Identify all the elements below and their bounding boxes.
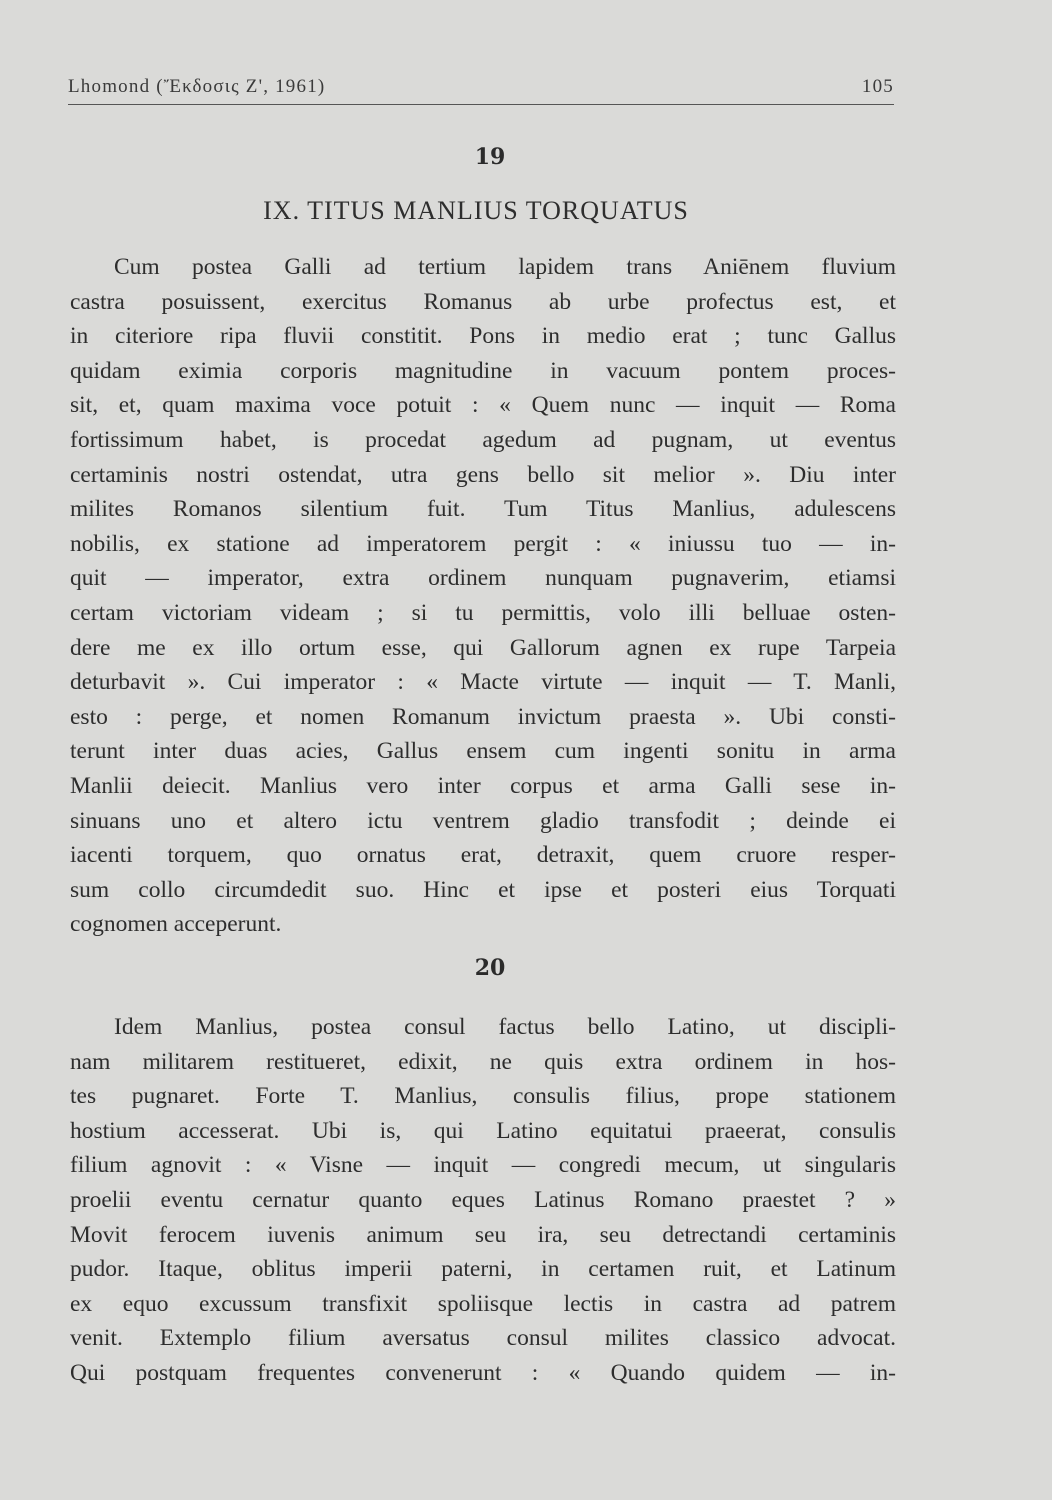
text-line: dere me ex illo ortum esse, qui Gallorum agnen ex rupe Tarpeia [70,634,896,661]
text-line: tes pugnaret. Forte T. Manlius, consulis filius, prope stationem [70,1083,896,1110]
text-line: Manlii deiecit. Manlius vero inter corpus et arma Galli sese in- [70,772,896,799]
text-line: pudor. Itaque, oblitus imperii paterni, in certamen ruit, et Latinum [70,1256,896,1283]
text-line: proelii eventu cernatur quanto eques Latinus Romano praestet ? » [70,1186,896,1213]
text-line: esto : perge, et nomen Romanum invictum praesta ». Ubi consti- [70,703,896,730]
text-line: Idem Manlius, postea consul factus bello Latino, ut discipli- [114,1014,896,1040]
text-line: venit. Extemplo filium aversatus consul milites classico advocat. [70,1325,896,1352]
running-header [68,74,894,105]
section-title: IX. TITUS MANLIUS TORQUATUS [263,196,689,225]
text-line: Cum postea Galli ad tertium lapidem trans Aniēnem fluvium [114,254,896,280]
text-line: hostium accesserat. Ubi is, qui Latino equitatui praeerat, consulis [70,1117,896,1144]
section-19-text [70,250,896,942]
section-number-19: 19 [474,144,506,170]
text-line: milites Romanos silentium fuit. Tum Titus Manlius, adulescens [70,496,896,523]
text-line: sit, et, quam maxima voce potuit : « Quem nunc — inquit — Roma [70,392,896,419]
text-line: deturbavit ». Cui imperator : « Macte virtute — inquit — T. Manli, [70,669,896,696]
text-line: iacenti torquem, quo ornatus erat, detraxit, quem cruore resper- [70,842,896,869]
text-line: Movit ferocem iuvenis animum seu ira, seu detrectandi certaminis [70,1221,896,1248]
section-number-20: 20 [474,955,506,981]
text-line: Qui postquam frequentes convenerunt : « Quando quidem — in- [70,1359,896,1386]
text-line: quidam eximia corporis magnitudine in vacuum pontem proces- [70,357,896,384]
text-line: nam militarem restitueret, edixit, ne quis extra ordinem in hos- [70,1048,896,1075]
text-line: ex equo excussum transfixit spoliisque lectis in castra ad patrem [70,1290,896,1317]
page-number: 105 [861,76,894,97]
text-line: nobilis, ex statione ad imperatorem pergit : « iniussu tuo — in- [70,530,896,557]
running-header-title: Lhomond (Ἔκδοσις Ζ', 1961) [68,76,326,97]
text-line: in citeriore ripa fluvii constitit. Pons in medio erat ; tunc Gallus [70,323,896,350]
text-line: quit — imperator, extra ordinem nunquam pugnaverim, etiamsi [70,565,896,592]
text-line: sum collo circumdedit suo. Hinc et ipse et posteri eius Torquati [70,876,896,903]
text-line: certaminis nostri ostendat, utra gens bello sit melior ». Diu inter [70,461,896,488]
text-line: sinuans uno et altero ictu ventrem gladio transfodit ; deinde ei [70,807,896,834]
text-line: castra posuissent, exercitus Romanus ab urbe profectus est, et [70,288,896,315]
text-line: fortissimum habet, is procedat agedum ad pugnam, ut eventus [70,426,896,453]
text-line: certam victoriam videam ; si tu permittis, volo illi belluae osten- [70,599,896,626]
text-line: filium agnovit : « Visne — inquit — congredi mecum, ut singularis [70,1152,896,1179]
section-20-text [70,1010,896,1391]
text-line: terunt inter duas acies, Gallus ensem cum ingenti sonitu in arma [70,738,896,765]
text-line: cognomen acceperunt. [70,911,282,938]
